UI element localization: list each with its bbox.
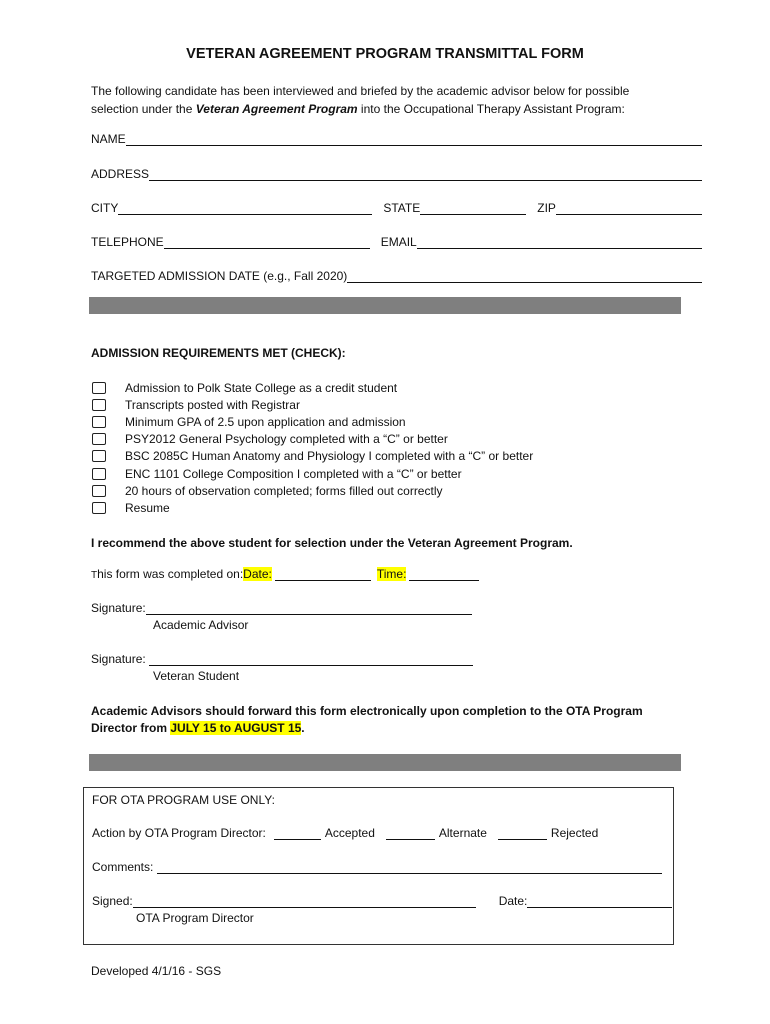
accepted-label: Accepted xyxy=(324,826,375,840)
requirement-item xyxy=(91,448,533,465)
intro-line-1: The following candidate has been interviewed and briefed by the academic advisor below for possible xyxy=(91,84,630,98)
completed-date-field[interactable] xyxy=(275,566,371,581)
requirement-checkbox[interactable] xyxy=(92,433,106,445)
academic-advisor-caption: Academic Advisor xyxy=(153,618,249,632)
student-signature-row xyxy=(91,651,473,666)
ota-use-box xyxy=(83,787,674,945)
targeted-admission-row xyxy=(91,265,702,283)
forward-line-1: Academic Advisors should forward this form electronically upon completion to the OTA Program xyxy=(91,704,643,718)
form-title: VETERAN AGREEMENT PROGRAM TRANSMITTAL FORM xyxy=(186,46,584,62)
intro-paragraph xyxy=(91,82,691,118)
requirement-checkbox[interactable] xyxy=(92,450,106,462)
ota-header: FOR OTA PROGRAM USE ONLY: xyxy=(92,793,275,807)
completed-time-field[interactable] xyxy=(409,566,479,581)
signed-label: Signed: xyxy=(92,894,133,908)
requirement-label: Admission to Polk State College as a credit student xyxy=(125,380,398,395)
forward-instructions xyxy=(91,703,643,737)
date-label: Date: xyxy=(243,567,272,581)
name-row xyxy=(91,128,702,146)
advisor-signature-row xyxy=(91,600,472,615)
requirement-item xyxy=(91,499,533,516)
requirement-label: Minimum GPA of 2.5 upon application and admission xyxy=(125,414,406,429)
requirement-item xyxy=(91,379,533,396)
ota-action-label: Action by OTA Program Director: xyxy=(92,826,266,840)
completed-text: his form was completed on: xyxy=(97,567,244,581)
forward-line-2 xyxy=(91,720,643,737)
forward-text: . xyxy=(301,721,305,735)
city-field[interactable] xyxy=(118,200,372,215)
requirement-checkbox[interactable] xyxy=(92,485,106,497)
ota-signed-row xyxy=(92,892,672,908)
name-field[interactable] xyxy=(126,131,702,146)
intro-text: into the Occupational Therapy Assistant Program: xyxy=(357,102,625,116)
targeted-admission-field[interactable] xyxy=(347,268,702,283)
comments-field[interactable] xyxy=(157,859,662,874)
address-field[interactable] xyxy=(149,166,702,181)
forward-text: Director from xyxy=(91,721,171,735)
requirement-item xyxy=(91,465,533,482)
veteran-student-caption: Veteran Student xyxy=(153,669,240,683)
alternate-label: Alternate xyxy=(438,826,487,840)
telephone-label: TELEPHONE xyxy=(91,235,164,249)
requirement-checkbox[interactable] xyxy=(92,382,106,394)
requirement-item xyxy=(91,431,533,448)
email-field[interactable] xyxy=(417,234,702,249)
requirement-item xyxy=(91,413,533,430)
requirement-checkbox[interactable] xyxy=(92,416,106,428)
rejected-field[interactable] xyxy=(498,825,547,840)
requirement-label: BSC 2085C Human Anatomy and Physiology I completed with a “C” or better xyxy=(125,449,534,464)
ota-comments-row xyxy=(92,858,662,874)
accepted-field[interactable] xyxy=(274,825,321,840)
city-state-zip-row xyxy=(91,197,702,215)
city-label: CITY xyxy=(91,201,119,215)
completed-text-initial: T xyxy=(91,570,98,581)
requirement-checkbox[interactable] xyxy=(92,399,106,411)
requirements-checklist xyxy=(91,379,533,517)
intro-text: selection under the xyxy=(91,102,196,116)
state-field[interactable] xyxy=(420,200,526,215)
footer-note: Developed 4/1/16 - SGS xyxy=(91,964,222,978)
telephone-email-row xyxy=(91,231,702,249)
state-label: STATE xyxy=(383,201,421,215)
name-label: NAME xyxy=(91,132,126,146)
zip-field[interactable] xyxy=(556,200,702,215)
requirement-checkbox[interactable] xyxy=(92,502,106,514)
rejected-label: Rejected xyxy=(550,826,599,840)
requirement-label: Resume xyxy=(125,500,170,515)
requirement-label: 20 hours of observation completed; forms filled out correctly xyxy=(125,483,443,498)
student-signature-field[interactable] xyxy=(149,651,473,666)
requirement-label: PSY2012 General Psychology completed with a “C” or better xyxy=(125,432,448,447)
recommend-statement: I recommend the above student for selection under the Veteran Agreement Program. xyxy=(91,536,573,550)
completed-row xyxy=(91,566,479,581)
section-divider-bar xyxy=(89,297,681,314)
telephone-field[interactable] xyxy=(164,234,370,249)
section-divider-bar-2 xyxy=(89,754,681,771)
address-label: ADDRESS xyxy=(91,167,150,181)
advisor-signature-label: Signature: xyxy=(91,601,146,615)
email-label: EMAIL xyxy=(380,235,417,249)
forward-date-range: JULY 15 to AUGUST 15 xyxy=(170,721,302,735)
advisor-signature-field[interactable] xyxy=(146,600,472,615)
requirement-label: ENC 1101 College Composition I completed with a “C” or better xyxy=(125,466,462,481)
requirement-label: Transcripts posted with Registrar xyxy=(125,397,300,412)
ota-action-row xyxy=(92,824,598,840)
zip-label: ZIP xyxy=(537,201,556,215)
program-name: Veteran Agreement Program xyxy=(195,102,358,116)
signed-field[interactable] xyxy=(133,893,476,908)
targeted-admission-label: TARGETED ADMISSION DATE (e.g., Fall 2020) xyxy=(91,269,348,283)
alternate-field[interactable] xyxy=(386,825,435,840)
requirement-checkbox[interactable] xyxy=(92,468,106,480)
ota-date-label: Date: xyxy=(498,894,528,908)
requirement-item xyxy=(91,396,533,413)
time-label: Time: xyxy=(376,567,407,581)
intro-line-2 xyxy=(91,100,691,118)
ota-director-caption: OTA Program Director xyxy=(136,911,254,925)
address-row xyxy=(91,163,702,181)
ota-date-field[interactable] xyxy=(527,893,672,908)
student-signature-label: Signature: xyxy=(91,652,146,666)
requirements-heading: ADMISSION REQUIREMENTS MET (CHECK): xyxy=(91,346,346,360)
requirement-item xyxy=(91,482,533,499)
comments-label: Comments: xyxy=(92,860,154,874)
